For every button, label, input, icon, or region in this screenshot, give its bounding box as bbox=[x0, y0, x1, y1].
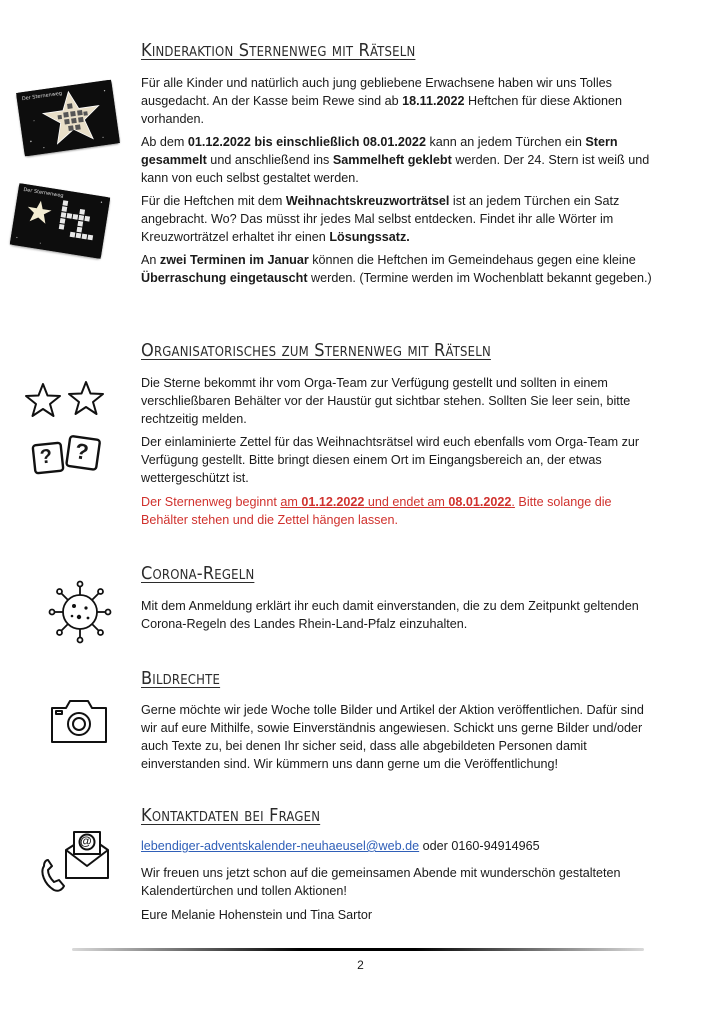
kinderaktion-paragraph-3: Für die Heftchen mit dem Weihnachtskreuzworträtsel ist an jedem Türchen ein Satz angebracht. Wo? Das müsst ihr jedes Mal selbst entdecken. Findet ihr alle Wörter im Kreuzworträtzel erhaltet ihr einen Lösungssatz. bbox=[141, 194, 620, 244]
signature-line: Eure Melanie Hohenstein und Tina Sartor bbox=[141, 908, 373, 922]
contact-envelope-phone-icon bbox=[36, 828, 110, 894]
kinderaktion-paragraph-1: Für alle Kinder und natürlich auch jung gebliebene Erwachsene haben wir uns Tolles ausgedacht. An der Kasse beim Rewe sind ab 18.11.2022 Heftchen für diese Aktionen vorhanden. bbox=[141, 76, 623, 126]
camera-icon bbox=[48, 696, 110, 746]
star-booklet-image bbox=[16, 80, 120, 157]
corona-paragraph: Mit dem Anmeldung erklärt ihr euch damit einverstanden, die zu dem Zeitpunkt geltenden Corona-Regeln des Landes Rhein-Land-Pfalz einzuhalten. bbox=[141, 599, 639, 631]
footer-divider bbox=[72, 948, 644, 951]
contact-email-link[interactable]: lebendiger-adventskalender-neuhaeusel@web.de bbox=[141, 839, 420, 853]
page-number: 2 bbox=[357, 958, 364, 972]
virus-icon bbox=[46, 578, 114, 646]
section-title-corona: Corona-Regeln bbox=[141, 563, 255, 584]
two-stars-icon bbox=[22, 380, 108, 424]
crossword-booklet-image bbox=[10, 183, 111, 259]
contact-phone: oder 0160-94914965 bbox=[419, 839, 540, 853]
sternenweg-dates-notice: Der Sternenweg beginnt am 01.12.2022 und endet am 08.01.2022. Bitte solange die Behälter stehen und die Zettel hängen lassen. bbox=[141, 495, 612, 527]
star-booklet-label: Der Sternenweg bbox=[21, 90, 63, 103]
bildrechte-paragraph: Gerne möchte wir jede Woche tolle Bilder und Artikel der Aktion veröffentlichen. Dafür sind wir auf eure Mithilfe, sowie Einverständnis angewiesen. Schickt uns gerne Bilder und/oder auch Texte zu, bei denen Ihr sicher seid, dass alle abgebildeten Personen damit einverstanden sind. Wir kümmern uns dann gerne um die Veröffentlichung! bbox=[141, 703, 644, 771]
section-title-bildrechte: Bildrechte bbox=[141, 668, 221, 689]
question-mark-right: ? bbox=[73, 438, 91, 465]
crossword-booklet-label: Der Sternenweg bbox=[22, 186, 64, 200]
organisatorisches-paragraph-2: Der einlaminierte Zettel für das Weihnachtsrätsel wird euch ebenfalls vom Orga-Team zur Verfügung gestellt. Bitte bringt diesen einem Ort im Eingangsbereich an, der etwas wettergeschützt ist. bbox=[141, 435, 640, 485]
section-title-organisatorisches: Organisatorisches zum Sternenweg mit Rätseln bbox=[141, 340, 491, 361]
section-title-kontaktdaten: Kontaktdaten bei Fragen bbox=[141, 805, 321, 826]
at-sign-icon: @ bbox=[80, 834, 92, 848]
organisatorisches-paragraph-1: Die Sterne bekommt ihr vom Orga-Team zur Verfügung gestellt und sollten in einem verschließbaren Behälter vor der Haustür gut sichtbar stehen. Sollten Sie leer sein, bitte rechtzeitig melden. bbox=[141, 376, 631, 426]
star-booklet-graphic bbox=[16, 80, 120, 157]
kinderaktion-paragraph-4: An zwei Terminen im Januar können die Heftchen im Gemeindehaus gegen eine kleine Überraschung eingetauscht werden. (Termine werden im Wochenblatt bekannt gegeben.) bbox=[141, 253, 652, 285]
kinderaktion-paragraph-2: Ab dem 01.12.2022 bis einschließlich 08.01.2022 kann an jedem Türchen ein Stern gesammelt und anschließend ins Sammelheft geklebt werden. Der 24. Stern ist weiß und kann von euch selbst gestaltet werden. bbox=[141, 135, 650, 185]
section-title-kinderaktion: Kinderaktion Sternenweg mit Rätseln bbox=[141, 40, 416, 61]
kontakt-paragraph-2: Wir freuen uns jetzt schon auf die gemeinsamen Abende mit wunderschön gestalteten Kalendertürchen und tollen Aktionen! bbox=[141, 866, 621, 898]
question-mark-left: ? bbox=[38, 445, 54, 469]
contact-line bbox=[141, 837, 661, 855]
